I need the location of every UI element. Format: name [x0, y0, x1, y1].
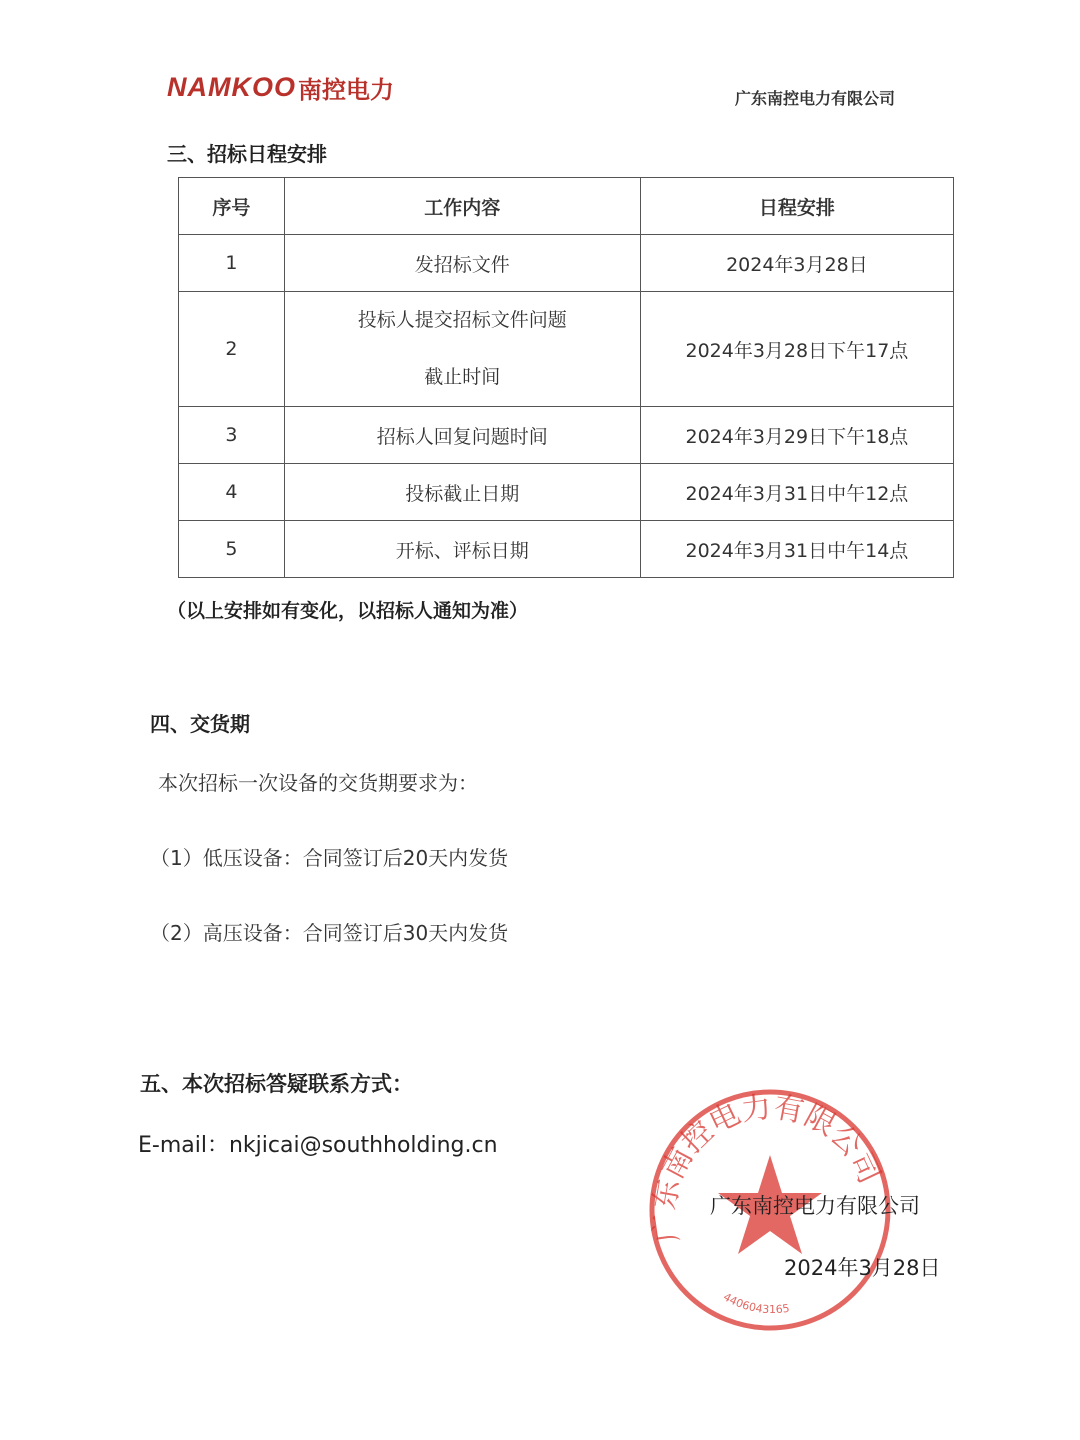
row-no: 3 — [179, 407, 285, 464]
delivery-item-low-voltage: （1）低压设备：合同签订后20天内发货 — [150, 846, 509, 870]
row-no: 5 — [179, 521, 285, 578]
delivery-intro: 本次招标一次设备的交货期要求为： — [158, 771, 478, 795]
table-row — [179, 292, 954, 407]
row-date: 2024年3月28日 — [640, 235, 953, 292]
row-date: 2024年3月31日中午12点 — [640, 464, 953, 521]
company-logo — [167, 70, 394, 105]
col-header-no: 序号 — [179, 178, 285, 235]
signature-date: 2024年3月28日 — [784, 1256, 941, 1280]
row-no: 1 — [179, 235, 285, 292]
section5-title: 五、本次招标答疑联系方式： — [140, 1072, 413, 1096]
row-task: 招标人回复问题时间 — [284, 407, 640, 464]
table-row — [179, 464, 954, 521]
row-task-line1: 投标人提交招标文件问题 — [357, 309, 567, 331]
row-date: 2024年3月28日下午17点 — [640, 292, 953, 407]
header-company-name: 广东南控电力有限公司 — [735, 89, 896, 108]
row-no: 2 — [179, 292, 285, 407]
row-task: 开标、评标日期 — [284, 521, 640, 578]
delivery-item-high-voltage: （2）高压设备：合同签订后30天内发货 — [150, 921, 509, 945]
schedule-table — [178, 177, 954, 578]
row-date: 2024年3月29日下午18点 — [640, 407, 953, 464]
table-row — [179, 235, 954, 292]
table-row — [179, 407, 954, 464]
table-header-row — [179, 178, 954, 235]
logo-english: NAMKOO — [167, 72, 296, 102]
logo-chinese: 南控电力 — [298, 76, 394, 104]
row-task-line2: 截止时间 — [424, 366, 501, 388]
contact-email: E-mail：nkjicai@southholding.cn — [138, 1133, 498, 1158]
col-header-date: 日程安排 — [640, 178, 953, 235]
row-date: 2024年3月31日中午14点 — [640, 521, 953, 578]
section4-title: 四、交货期 — [150, 712, 250, 736]
signature-company: 广东南控电力有限公司 — [710, 1194, 920, 1218]
section3-title: 三、招标日程安排 — [167, 142, 327, 166]
row-task: 发招标文件 — [284, 235, 640, 292]
schedule-note: （以上安排如有变化，以招标人通知为准） — [167, 600, 529, 622]
seal-text: 广东南控电力有限公司 — [647, 1089, 887, 1245]
row-task: 投标截止日期 — [284, 464, 640, 521]
table-row — [179, 521, 954, 578]
row-no: 4 — [179, 464, 285, 521]
seal-number: 4406043165 — [720, 1290, 791, 1317]
col-header-task: 工作内容 — [284, 178, 640, 235]
row-task — [284, 292, 640, 407]
